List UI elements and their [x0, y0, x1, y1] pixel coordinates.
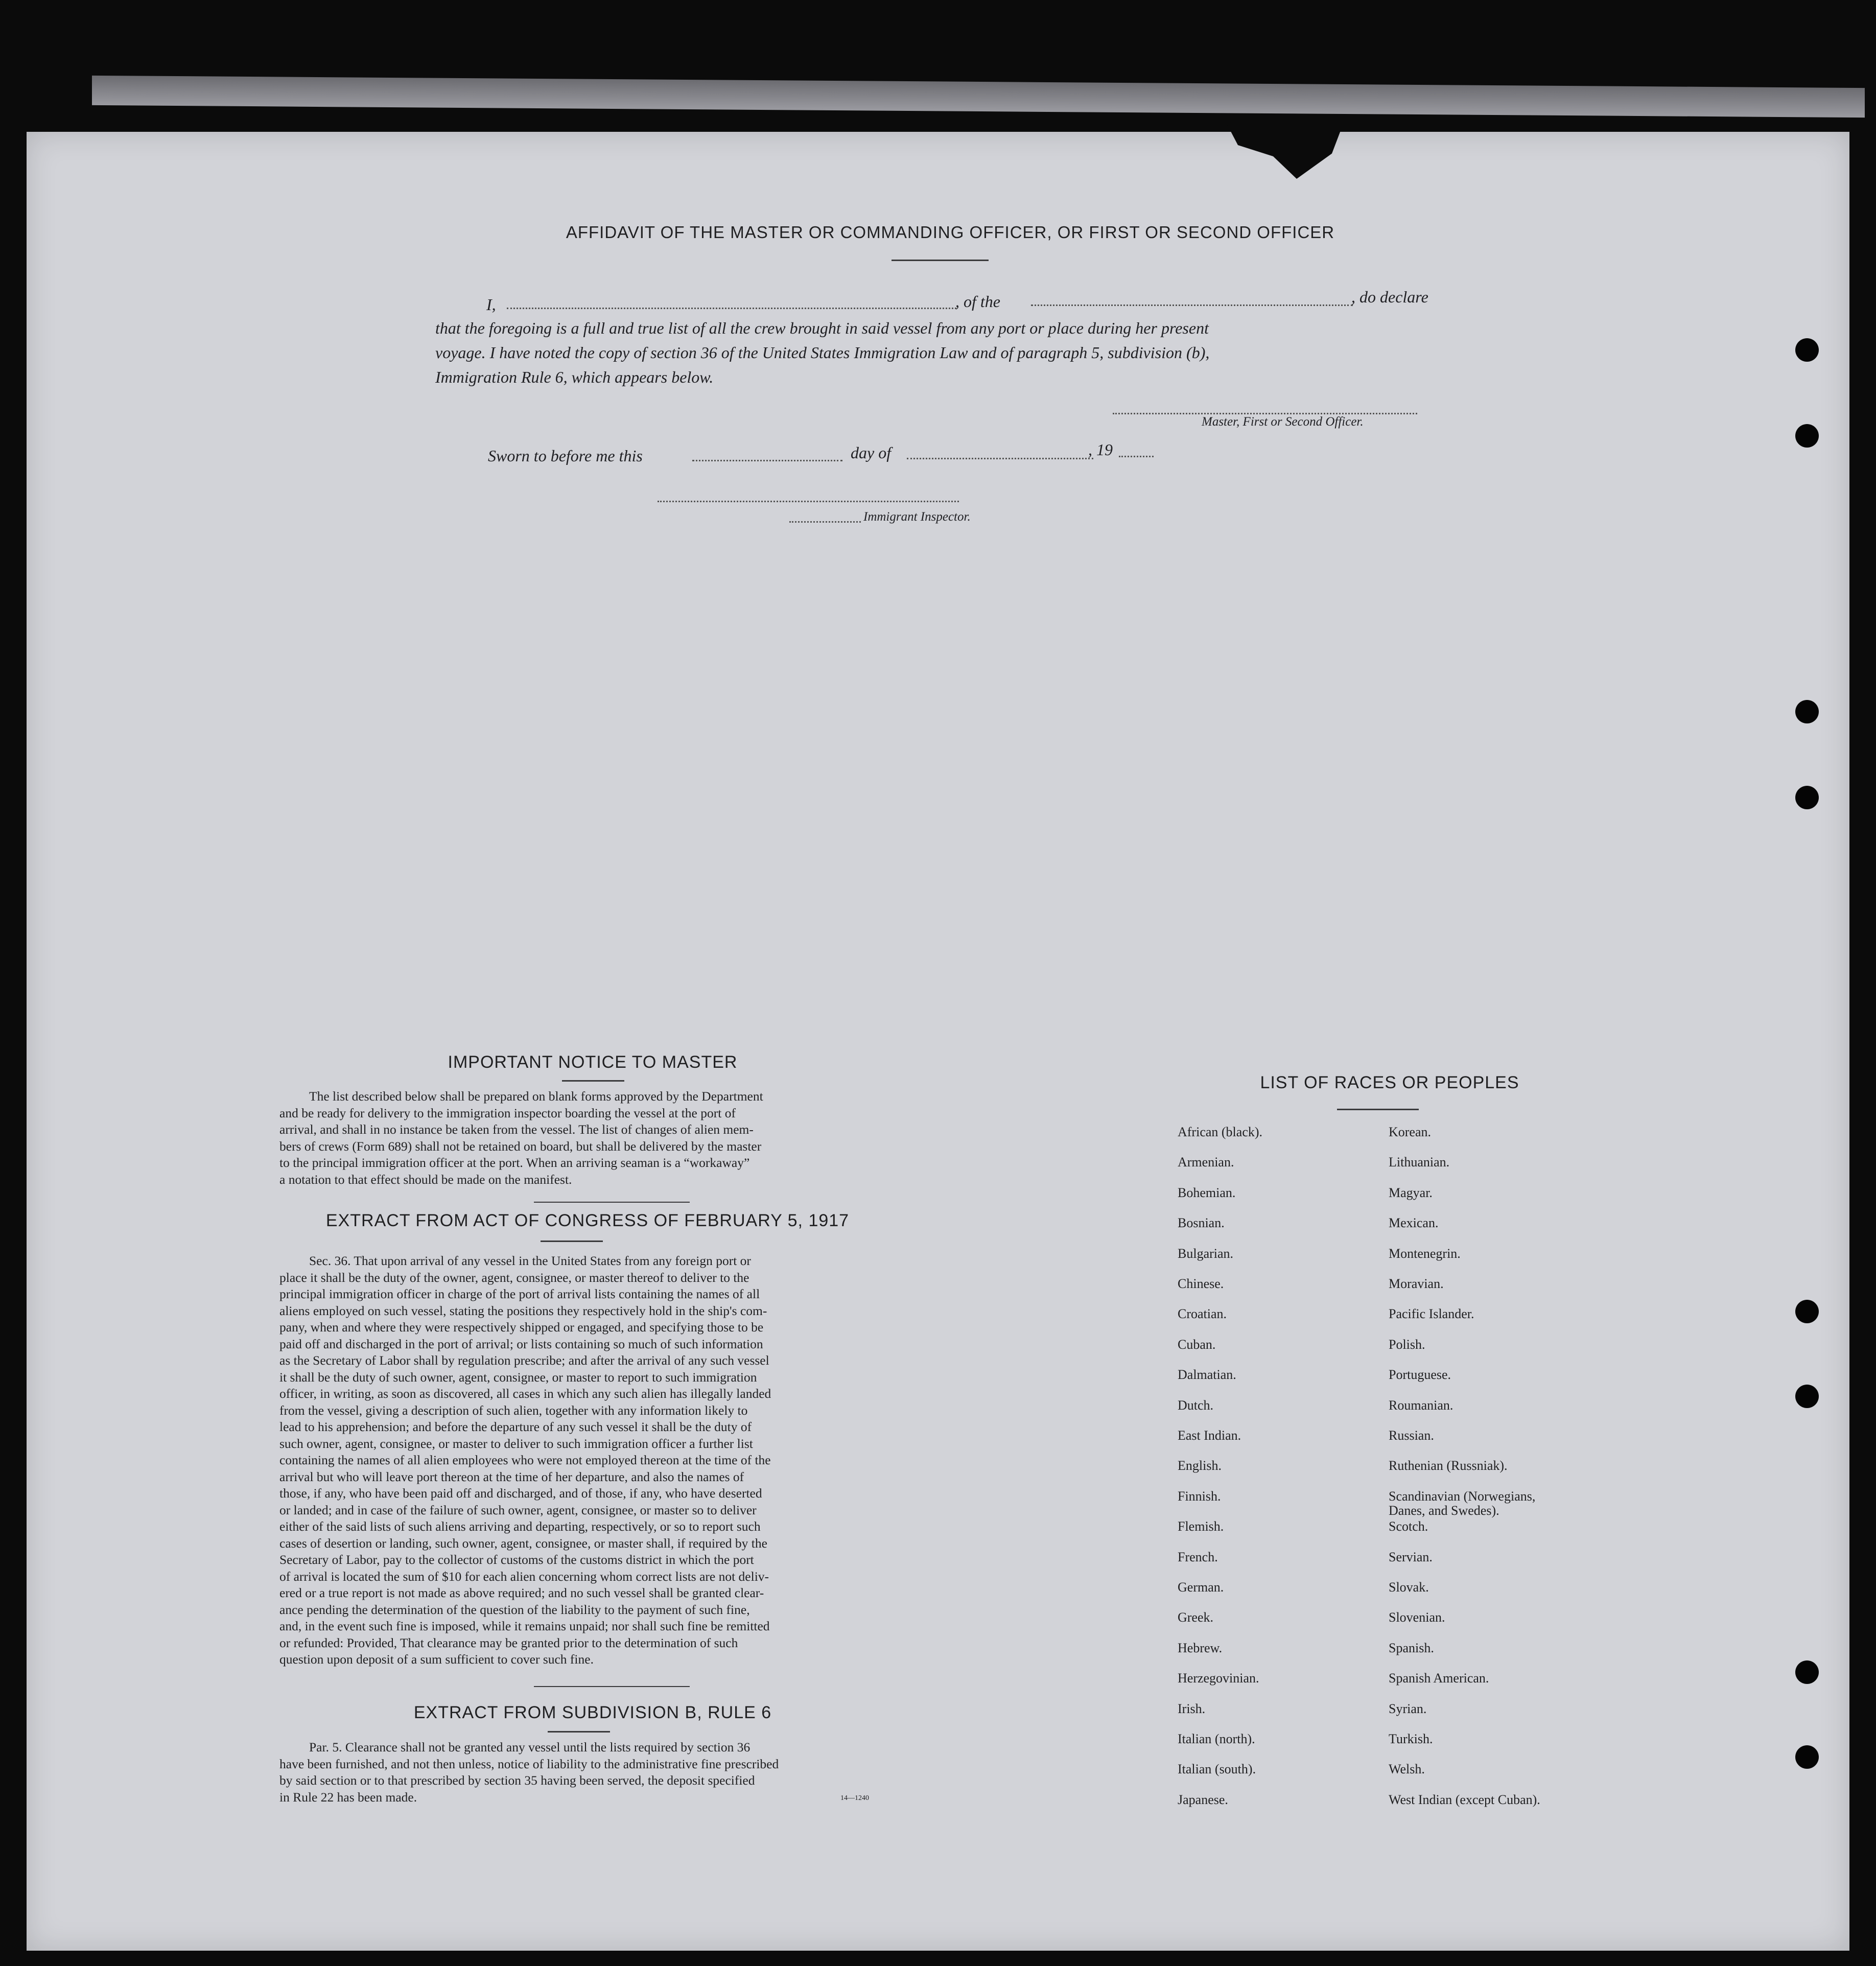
affidavit-line1-i: I,	[486, 295, 496, 314]
race-item: Bulgarian.	[1178, 1246, 1234, 1261]
race-item: Russian.	[1389, 1428, 1434, 1443]
act-line: or refunded: Provided, That clearance may be granted prior to the determination of such	[279, 1635, 738, 1650]
race-item: Finnish.	[1178, 1488, 1221, 1504]
race-item: African (black).	[1178, 1125, 1263, 1139]
race-item: Armenian.	[1178, 1155, 1234, 1170]
affidavit-line3: voyage. I have noted the copy of section 36 of the United States Immigration Law and of paragraph 5, subdivision (b),	[435, 343, 1210, 362]
race-item: German.	[1178, 1580, 1224, 1595]
affidavit-title-rule	[892, 260, 989, 261]
race-item: French.	[1178, 1549, 1218, 1564]
act-line: Secretary of Labor, pay to the collector of customs of the customs district in which the port	[279, 1552, 754, 1567]
form-number: 14—1240	[840, 1794, 869, 1802]
race-item: Pacific Islander.	[1389, 1306, 1474, 1322]
affidavit-line1-of: , of the	[955, 292, 1000, 311]
act-line: principal immigration officer in charge of the port of arrival lists containing the names of all	[279, 1286, 760, 1301]
act-text	[279, 1253, 893, 1668]
notice-divider	[534, 1202, 690, 1203]
name-blank[interactable]	[507, 308, 956, 309]
race-item: Moravian.	[1389, 1276, 1444, 1291]
inspector-signature-line-2[interactable]	[789, 521, 861, 523]
race-item: Dalmatian.	[1178, 1367, 1236, 1383]
race-item: Croatian.	[1178, 1306, 1227, 1322]
torn-top-strip	[92, 76, 1865, 118]
affidavit-line1-declare: , do declare	[1351, 288, 1428, 306]
rule-title-rule	[548, 1731, 610, 1733]
notice-text	[279, 1088, 893, 1188]
race-item: Scandinavian (Norwegians, Danes, and Swedes).	[1389, 1488, 1536, 1518]
notice-title-rule	[562, 1080, 624, 1082]
notice-line: a notation to that effect should be made on the manifest.	[279, 1172, 572, 1187]
act-line: ance pending the determination of the question of the liability to the payment of such fine,	[279, 1602, 750, 1617]
notice-line: The list described below shall be prepared on blank forms approved by the Department	[309, 1089, 763, 1104]
act-line: paid off and discharged in the port of arrival; or lists containing so much of such information	[279, 1336, 763, 1351]
binder-hole	[1795, 1300, 1819, 1323]
race-item: Ruthenian (Russniak).	[1389, 1458, 1508, 1473]
race-item: Spanish American.	[1389, 1671, 1489, 1686]
race-item: Bosnian.	[1178, 1215, 1225, 1231]
act-line: Sec. 36. That upon arrival of any vessel in the United States from any foreign port or	[309, 1253, 751, 1268]
binder-hole	[1795, 1660, 1819, 1684]
vessel-blank[interactable]	[1031, 305, 1353, 306]
race-item: Lithuanian.	[1389, 1155, 1450, 1170]
master-signature-line[interactable]	[1113, 413, 1417, 414]
race-item: Irish.	[1178, 1701, 1206, 1716]
act-line: ered or a true report is not made as above required; and no such vessel shall be granted clear-	[279, 1585, 764, 1600]
rule-line: have been furnished, and not then unless, notice of liability to the administrative fine prescribed	[279, 1756, 779, 1771]
sworn-month-blank[interactable]	[907, 458, 1093, 459]
race-item: Herzegovinian.	[1178, 1671, 1259, 1686]
sworn-year-blank[interactable]	[1119, 456, 1154, 457]
race-item: Spanish.	[1389, 1640, 1434, 1655]
notice-line: to the principal immigration officer at the port. When an arriving seaman is a “workaway”	[279, 1155, 750, 1170]
act-line: containing the names of all alien employees who were not employed thereon at the time of the	[279, 1453, 771, 1467]
act-line: question upon deposit of a sum sufficient to cover such fine.	[279, 1652, 594, 1667]
race-item: Polish.	[1389, 1337, 1425, 1352]
binder-hole	[1795, 424, 1819, 448]
inspector-signature-line[interactable]	[658, 501, 959, 502]
race-item: Korean.	[1389, 1125, 1432, 1139]
race-item: Turkish.	[1389, 1731, 1433, 1746]
master-signature-caption: Master, First or Second Officer.	[1202, 415, 1364, 429]
act-line: such owner, agent, consignee, or master to deliver to such immigration officer a further list	[279, 1436, 753, 1451]
race-item: Scotch.	[1389, 1519, 1428, 1534]
race-item: Greek.	[1178, 1610, 1214, 1625]
race-item: Servian.	[1389, 1549, 1433, 1564]
act-line: arrival but who will leave port thereon at the time of her departure, and also the names of	[279, 1469, 744, 1484]
notice-line: and be ready for delivery to the immigration inspector boarding the vessel at the port of	[279, 1105, 736, 1120]
rule-line: Par. 5. Clearance shall not be granted any vessel until the lists required by section 36	[309, 1740, 751, 1754]
notice-line: arrival, and shall in no instance be taken from the vessel. The list of changes of alien mem-	[279, 1122, 754, 1137]
notice-line: bers of crews (Form 689) shall not be retained on board, but shall be delivered by the master	[279, 1138, 762, 1154]
act-line: either of the said lists of such aliens arriving and departing, respectively, or so to report such	[279, 1519, 761, 1534]
race-item: English.	[1178, 1458, 1222, 1473]
race-item: Magyar.	[1389, 1185, 1433, 1200]
act-line: those, if any, who have been paid off and discharged, and of those, if any, who have deserted	[279, 1486, 762, 1501]
act-line: pany, when and where they were respectively shipped or engaged, and specifying those to be	[279, 1320, 764, 1335]
race-item: Flemish.	[1178, 1519, 1224, 1534]
race-item: Dutch.	[1178, 1397, 1214, 1413]
binder-hole	[1795, 786, 1819, 809]
race-item: Slovenian.	[1389, 1610, 1445, 1625]
race-item: Bohemian.	[1178, 1185, 1236, 1200]
race-item: Slovak.	[1389, 1580, 1429, 1595]
act-line: officer, in writing, as soon as discovered, all cases in which any such alien has illegally landed	[279, 1386, 771, 1401]
sworn-year-label: , 19	[1088, 440, 1113, 459]
binder-hole	[1795, 700, 1819, 723]
race-item: Italian (north).	[1178, 1731, 1255, 1746]
rule-title: EXTRACT FROM SUBDIVISION B, RULE 6	[413, 1703, 772, 1722]
act-line: lead to his apprehension; and before the departure of any such vessel it shall be the duty of	[279, 1419, 752, 1434]
race-item: Japanese.	[1178, 1792, 1228, 1807]
act-line: aliens employed on such vessel, stating the positions they respectively hold in the ship's com-	[279, 1303, 767, 1318]
race-item: Welsh.	[1389, 1762, 1425, 1777]
race-item: Portuguese.	[1389, 1367, 1451, 1383]
act-line: of arrival is located the sum of $10 for each alien concerning whom correct lists are not deliv-	[279, 1569, 769, 1584]
race-item: Roumanian.	[1389, 1397, 1453, 1413]
race-item: Mexican.	[1389, 1215, 1439, 1231]
affidavit-title: AFFIDAVIT OF THE MASTER OR COMMANDING OFFICER, OR FIRST OR SECOND OFFICER	[566, 223, 1335, 242]
sworn-prefix: Sworn to before me this	[488, 447, 643, 465]
act-title: EXTRACT FROM ACT OF CONGRESS OF FEBRUARY 5, 1917	[325, 1211, 850, 1230]
race-item: Hebrew.	[1178, 1640, 1223, 1655]
act-line: from the vessel, giving a description of such alien, together with any information likely to	[279, 1402, 748, 1418]
binder-hole	[1795, 1745, 1819, 1769]
rule-line: in Rule 22 has been made.	[279, 1789, 417, 1805]
binder-hole	[1795, 338, 1819, 362]
act-line: place it shall be the duty of the owner, agent, consignee, or master thereof to deliver to the	[279, 1270, 749, 1285]
sworn-day-blank[interactable]	[692, 460, 842, 461]
act-divider	[534, 1686, 690, 1687]
inspector-signature-caption: Immigrant Inspector.	[863, 510, 971, 524]
act-line: it shall be the duty of such owner, agent, consignee, or master to report to such immigration	[279, 1369, 757, 1385]
binder-hole	[1795, 1385, 1819, 1408]
rule-text	[279, 1739, 893, 1806]
act-line: cases of desertion or landing, such owner, agent, consignee, or master shall, if required by the	[279, 1535, 767, 1551]
races-title-rule	[1337, 1109, 1419, 1110]
race-item: Italian (south).	[1178, 1762, 1256, 1777]
rule-line: by said section or to that prescribed by section 35 having been served, the deposit specified	[279, 1773, 755, 1788]
race-item: Syrian.	[1389, 1701, 1427, 1716]
act-line: as the Secretary of Labor shall by regulation prescribe; and after the arrival of any such vessel	[279, 1353, 769, 1368]
act-title-rule	[541, 1241, 603, 1242]
race-item: East Indian.	[1178, 1428, 1241, 1443]
race-item: Montenegrin.	[1389, 1246, 1461, 1261]
affidavit-line2: that the foregoing is a full and true list of all the crew brought in said vessel from any port or place during her present	[435, 319, 1209, 337]
affidavit-line4: Immigration Rule 6, which appears below.	[435, 368, 714, 386]
notice-title: IMPORTANT NOTICE TO MASTER	[448, 1052, 738, 1072]
race-item: West Indian (except Cuban).	[1389, 1792, 1540, 1807]
race-item: Cuban.	[1178, 1337, 1216, 1352]
sworn-day-label: day of	[851, 443, 892, 462]
act-line: and, in the event such fine is imposed, while it remains unpaid; nor shall such fine be remitted	[279, 1619, 770, 1633]
race-item: Chinese.	[1178, 1276, 1224, 1291]
act-line: or landed; and in case of the failure of such owner, agent, consignee, or master so to deliver	[279, 1502, 757, 1517]
races-title: LIST OF RACES OR PEOPLES	[1260, 1073, 1519, 1092]
